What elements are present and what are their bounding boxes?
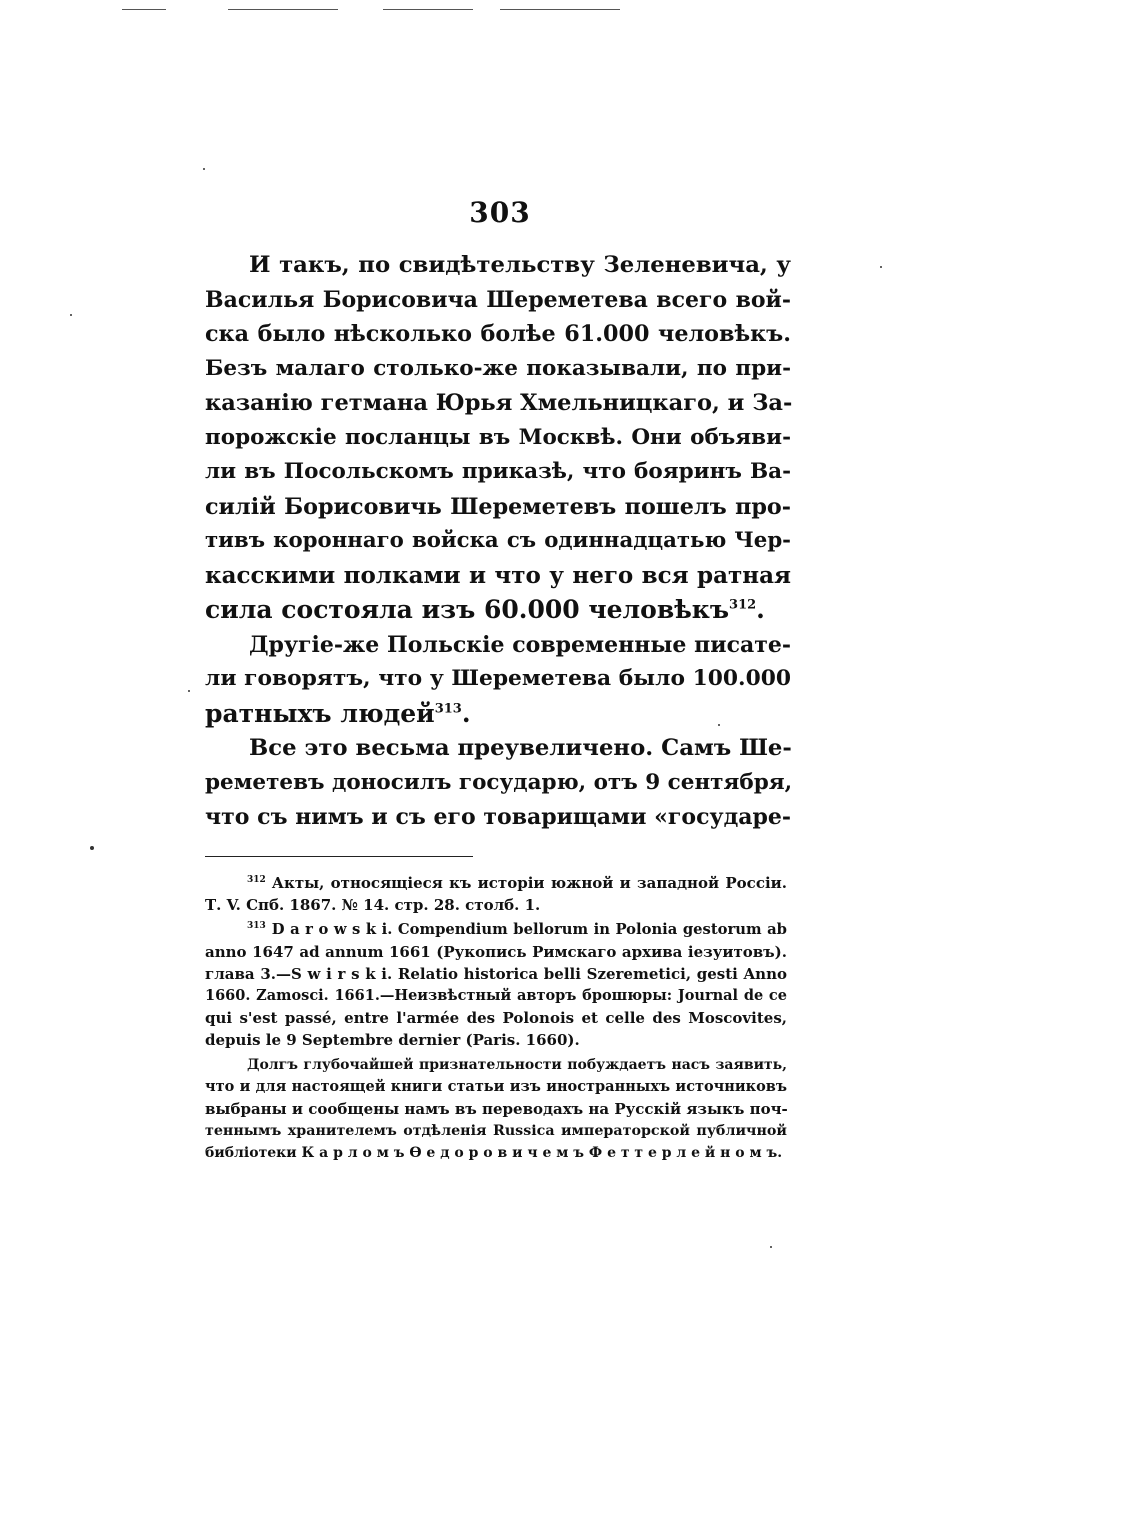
footnote-line-content: Долгъ глубочайшей признательности побуждаетъ насъ заявить, [247, 1057, 787, 1073]
footnote-number: 312 [247, 875, 266, 885]
text-line [205, 490, 791, 525]
text-line-content: порожскіе посланцы въ Москвѣ. Они объяви- [205, 424, 791, 450]
footnote-line-content: 1660. Zamosci. 1661.—Неизвѣстный авторъ брошюры: Journal de ce [205, 987, 787, 1004]
text-line [205, 697, 791, 732]
text-line [205, 662, 791, 697]
text-line-content: что съ нимъ и съ его товарищами «государе- [205, 804, 791, 830]
footnote-line-content: теннымъ хранителемъ отдѣленія Russica императорской публичной [205, 1123, 787, 1139]
footnote-line-content: библіотеки К а р л о м ъ Ѳ е д о р о в и ч е м ъ Ф е т т е р л е й н о м ъ. [205, 1145, 783, 1161]
scan-edge-line [122, 9, 166, 10]
text-line-content: Все это весьма преувеличено. Самъ Ше- [249, 735, 792, 761]
footnote-line-content: что и для настоящей книги статьи изъ иностранныхъ источниковъ [205, 1078, 787, 1095]
text-line-content: Безъ малаго столько-же показывали, по при- [205, 355, 791, 381]
footnote-line [205, 1076, 787, 1098]
text-line [205, 248, 791, 283]
footnote-line [205, 941, 787, 963]
page-number: 303 [469, 196, 531, 229]
scan-edge-line [228, 9, 338, 10]
footnote-line [205, 919, 787, 941]
footnote-line [205, 1054, 787, 1076]
text-line [205, 317, 791, 352]
footnote-line [205, 1029, 787, 1051]
footnote-line-content: выбраны и сообщены намъ въ переводахъ на Русскій языкъ поч- [205, 1100, 788, 1118]
footnote-line [205, 985, 787, 1007]
footnote-number: 313 [247, 921, 266, 932]
text-line [205, 593, 791, 628]
footnote-line-content: Т. V. Спб. 1867. № 14. стр. 28. столб. 1. [205, 896, 541, 914]
text-line-content: силій Борисовичь Шереметевъ пошелъ про- [205, 493, 791, 520]
footnote-separator [205, 856, 473, 857]
footnote-line [205, 963, 787, 985]
text-line [205, 559, 791, 594]
text-line-content: И такъ, по свидѣтельству Зеленевича, у [249, 252, 791, 278]
text-line-content: тивъ короннаго войска съ одиннадцатью Чер- [205, 528, 791, 553]
footnotes [205, 872, 787, 1164]
footnote-line-content: anno 1647 ad annum 1661 (Рукопись Римскаго архива іезуитовъ). [205, 943, 787, 961]
text-line-content: Другіе-же Польскіе современные писате- [249, 631, 791, 658]
text-line-content: ли въ Посольскомъ приказѣ, что бояринъ Ва- [205, 459, 791, 484]
footnote-line-content: D a r o w s k i. Compendium bellorum in Polonia gestorum ab [271, 921, 787, 938]
footnote-line [205, 1098, 787, 1120]
text-line-content: ли говорятъ, что у Шереметева было 100.000 [205, 666, 791, 691]
footnote-line [205, 1007, 787, 1029]
speck [90, 846, 94, 850]
speck [770, 1246, 772, 1248]
speck [203, 168, 205, 170]
text-line [205, 421, 791, 456]
speck [880, 266, 882, 268]
speck [188, 690, 190, 692]
text-line [205, 455, 791, 490]
text-line [205, 283, 791, 318]
footnote-reference: 312 [729, 597, 757, 613]
footnote-line-content: depuis le 9 Septembre dernier (Paris. 1660). [205, 1031, 580, 1049]
text-line-punctuation: . [756, 595, 765, 624]
text-line-content: Василья Борисовича Шереметева всего вой- [205, 286, 791, 313]
footnote-line [205, 872, 787, 894]
scan-edge-line [383, 9, 473, 10]
text-line-content: ратныхъ людей [205, 698, 435, 728]
text-line [205, 628, 791, 663]
text-line [205, 800, 791, 835]
footnote-line [205, 1142, 787, 1164]
text-line [205, 352, 791, 387]
text-line-content: реметевъ доносилъ государю, отъ 9 сентября, [205, 769, 793, 795]
footnote-line-content: глава 3.—S w i r s k i. Relatio historica belli Szeremetici, gesti Anno [205, 965, 787, 983]
footnote-line-content: Акты, относящіеся къ исторіи южной и западной Россіи. [271, 874, 787, 892]
footnote-line [205, 894, 787, 916]
text-line-content: сила состояла изъ 60.000 человѣкъ [205, 595, 730, 624]
text-line-content: ска было нѣсколько болѣе 61.000 человѣкъ. [205, 321, 791, 347]
speck [70, 314, 72, 316]
footnote-reference: 313 [434, 701, 462, 717]
text-line [205, 524, 791, 559]
text-line-content: казанію гетмана Юрья Хмельницкаго, и За- [205, 390, 793, 416]
footnote-line [205, 1120, 787, 1142]
scan-edge-line [500, 9, 620, 10]
footnote-line-content: qui s'est passé, entre l'armée des Polonois et celle des Moscovites, [205, 1009, 787, 1027]
text-line-punctuation: . [461, 698, 471, 728]
text-line [205, 766, 791, 801]
text-line-content: касскими полками и что у него вся ратная [205, 561, 791, 589]
text-line [205, 731, 791, 766]
text-line [205, 386, 791, 421]
main-text [205, 248, 791, 835]
